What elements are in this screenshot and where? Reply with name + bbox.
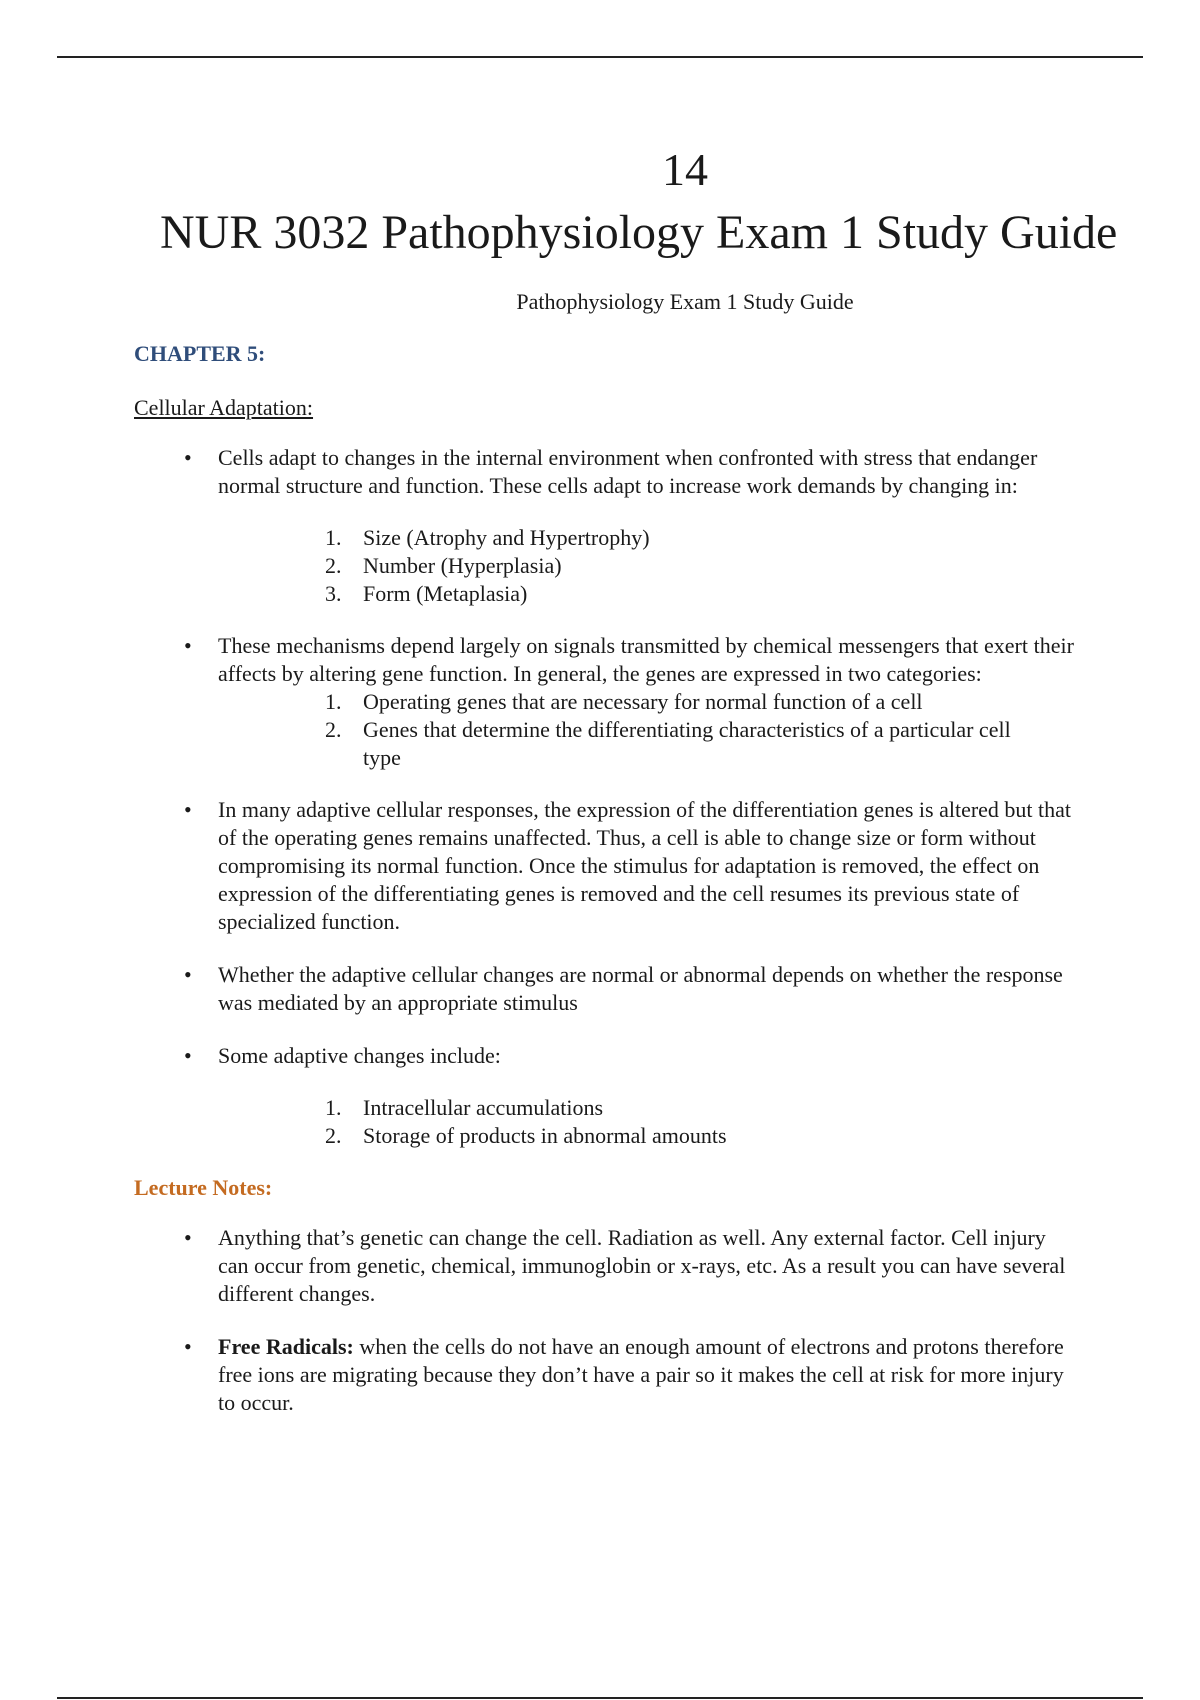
list-item: [134, 688, 1074, 716]
bullet-text: Anything that’s genetic can change the cell. Radiation as well. Any external factor. Cell injury can occur from genetic, chemical, immunoglobin or x-rays, etc. As a result you can have several different changes.: [218, 1225, 1066, 1306]
chapter-heading: CHAPTER 5:: [134, 341, 266, 366]
list-item: [134, 552, 1074, 580]
numbered-list: [134, 524, 1074, 608]
bullet-marker: •: [184, 1043, 192, 1068]
bullet-marker: •: [184, 962, 192, 987]
bullet-marker: •: [184, 797, 192, 822]
list-item: [134, 716, 1074, 772]
list-item-text: Genes that determine the differentiating characteristics of a particular cell type: [363, 717, 1011, 770]
list-number: 2.: [325, 717, 342, 742]
document-title: NUR 3032 Pathophysiology Exam 1 Study Guide: [160, 206, 1118, 259]
page-number: 14: [662, 144, 708, 195]
bullet-text: Some adaptive changes include:: [218, 1043, 501, 1068]
bullet-item: [134, 961, 1074, 1017]
list-item-text: Operating genes that are necessary for normal function of a cell: [363, 689, 923, 714]
bullet-item: [134, 1224, 1074, 1308]
document-body: [134, 340, 1074, 1417]
bullet-text: Whether the adaptive cellular changes are normal or abnormal depends on whether the response was mediated by an appropriate stimulus: [218, 962, 1063, 1015]
list-item: [134, 1122, 1074, 1150]
numbered-list: [134, 1094, 1074, 1150]
list-item-text: Size (Atrophy and Hypertrophy): [363, 525, 650, 550]
bullet-text: These mechanisms depend largely on signals transmitted by chemical messengers that exert their affects by altering gene function. In general, the genes are expressed in two categories:: [218, 633, 1074, 686]
bullet-text: In many adaptive cellular responses, the expression of the differentiation genes is altered but that of the operating genes remains unaffected. Thus, a cell is able to change size or form without compromising its normal function. Once the stimulus for adaptation is removed, the effect on expression of the differentiating genes is removed and the cell resumes its previous state of specialized function.: [218, 797, 1072, 934]
list-item-text: Number (Hyperplasia): [363, 553, 562, 578]
list-number: 1.: [325, 525, 342, 550]
bullet-item: [134, 444, 1074, 500]
bullet-item: [134, 632, 1074, 688]
lecture-notes-heading: Lecture Notes:: [134, 1175, 273, 1200]
bullet-marker: •: [184, 1334, 192, 1359]
list-number: 2.: [325, 1123, 342, 1148]
section-heading: Cellular Adaptation:: [134, 395, 314, 420]
list-number: 2.: [325, 553, 342, 578]
bullet-marker: •: [184, 633, 192, 658]
bullet-text: Cells adapt to changes in the internal environment when confronted with stress that endanger normal structure and function. These cells adapt to increase work demands by changing in:: [218, 445, 1038, 498]
list-number: 1.: [325, 689, 342, 714]
bullet-item: [134, 1042, 1074, 1070]
list-item: [134, 524, 1074, 552]
numbered-list: [134, 688, 1074, 772]
list-item-text: Storage of products in abnormal amounts: [363, 1123, 727, 1148]
bullet-item: [134, 1333, 1074, 1417]
list-item-text: Intracellular accumulations: [363, 1095, 604, 1120]
bullet-term: Free Radicals:: [218, 1334, 354, 1359]
bullet-marker: •: [184, 1225, 192, 1250]
bullet-item: [134, 796, 1074, 936]
list-item-text: Form (Metaplasia): [363, 581, 528, 606]
list-item: [134, 1094, 1074, 1122]
bullet-marker: •: [184, 445, 192, 470]
bottom-rule: [57, 1697, 1143, 1699]
top-rule: [57, 56, 1143, 58]
document-subtitle: Pathophysiology Exam 1 Study Guide: [516, 289, 854, 314]
list-number: 3.: [325, 581, 342, 606]
bullet-text: when the cells do not have an enough amount of electrons and protons therefore free ions are migrating because they don’t have a pair so it makes the cell at risk for more injury to occur.: [218, 1334, 1064, 1415]
list-item: [134, 580, 1074, 608]
list-number: 1.: [325, 1095, 342, 1120]
